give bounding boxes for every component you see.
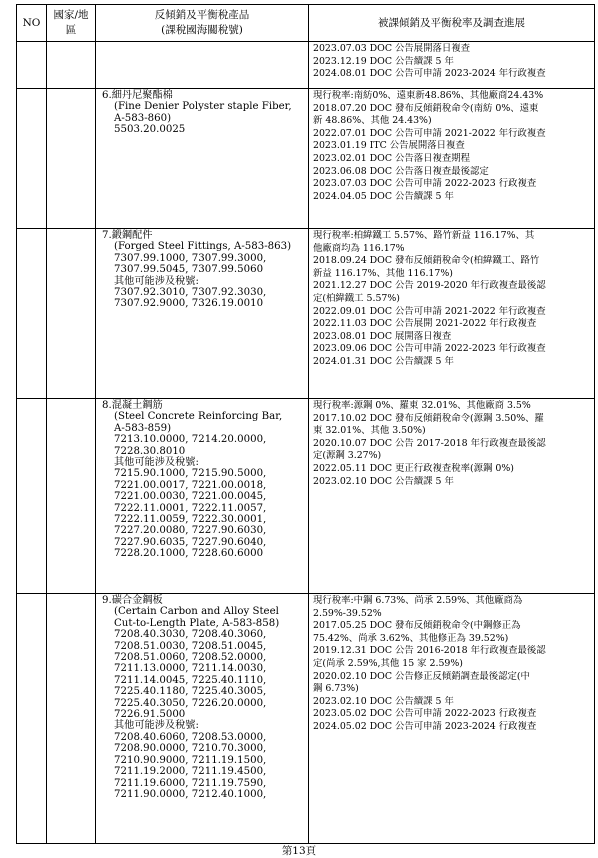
status-line: 2023.01.19 ITC 公告展開落日複查 xyxy=(313,140,465,152)
status-line: 2020.10.07 DOC 公告 2017-2018 年行政複查最後認 xyxy=(313,437,546,449)
status-line: 定(柏緯鐵工 5.57%) xyxy=(313,292,400,304)
product-line: 7211.13.0000, 7211.14.0030, xyxy=(114,663,267,675)
status-line: 2019.12.31 DOC 公告 2016-2018 年行政複查最後認 xyxy=(313,645,546,657)
product-name: 7.鍛鋼配件 xyxy=(102,230,153,241)
cell-status xyxy=(309,229,595,399)
product-line: 7221.00.0017, 7221.00.0018, xyxy=(114,479,267,491)
cell-country xyxy=(47,399,96,594)
status-line: 鋼 6.73%) xyxy=(313,683,359,695)
product-line: 7307.92.3010, 7307.92.3030, xyxy=(114,287,267,299)
cell-country xyxy=(47,42,96,89)
cell-no xyxy=(17,89,47,229)
product-line: 7208.40.3030, 7208.40.3060, xyxy=(114,629,267,641)
product-line: 7210.90.9000, 7211.19.1500, xyxy=(114,754,267,766)
product-line: 7307.92.9000, 7326.19.0010 xyxy=(114,298,264,310)
product-line: 其他可能涉及稅號: xyxy=(114,457,199,469)
status-line: 2018.09.24 DOC 發布反傾銷稅命令(柏緯鐵工、路竹 xyxy=(313,255,540,267)
product-line: 7215.90.1000, 7215.90.5000, xyxy=(114,468,267,480)
status-line: 75.42%、尚承 3.62%、其他修正為 39.52%) xyxy=(313,632,509,644)
product-line: (Forged Steel Fittings, A-583-863) xyxy=(114,241,292,253)
cell-status xyxy=(309,399,595,594)
product-line: 7211.19.6000, 7211.19.7590, xyxy=(114,777,267,789)
product-line: 7211.90.0000, 7212.40.1000, xyxy=(114,788,267,800)
status-line: 現行稅率:南紡0%、遠東新48.86%、其他廠商24.43% xyxy=(313,90,544,101)
product-line: 7208.51.0060, 7208.52.0000, xyxy=(114,652,267,664)
product-line: 7226.91.5000 xyxy=(114,709,186,721)
status-line: 2023.09.06 DOC 公告可申請 2022-2023 年行政複查 xyxy=(313,343,546,355)
product-line: 7307.99.5045, 7307.99.5060 xyxy=(114,264,264,276)
status-line: 新 48.86%、其他 24.43%) xyxy=(313,115,432,127)
product-line: A-583-860) xyxy=(114,112,172,124)
status-line: 2022.09.01 DOC 公告可申請 2021-2022 年行政複查 xyxy=(313,305,546,317)
status-line: 2022.07.01 DOC 公告可申請 2021-2022 年行政複查 xyxy=(313,127,546,139)
status-line: 2022.11.03 DOC 公告展開 2021-2022 年行政複查 xyxy=(313,318,537,330)
status-line: 2024.01.31 DOC 公告續課 5 年 xyxy=(313,355,454,367)
table-row xyxy=(17,42,595,89)
product-line: 7213.10.0000, 7214.20.0000, xyxy=(114,434,267,446)
product-line: 7227.20.0080, 7227.90.6030, xyxy=(114,525,267,537)
cell-country xyxy=(47,89,96,229)
status-line: 現行稅率:柏緯鐵工 5.57%、路竹新益 116.17%、其 xyxy=(313,230,535,241)
status-line: 2024.04.05 DOC 公告續課 5 年 xyxy=(313,190,454,202)
table-row xyxy=(17,399,595,594)
header-no: NO xyxy=(17,5,47,42)
status-line: 2021.12.27 DOC 公告 2019-2020 年行政複查最後認 xyxy=(313,280,546,292)
table-row xyxy=(17,229,595,399)
status-line: 2.59%-39.52% xyxy=(313,607,382,619)
product-line: 7222.11.0001, 7222.11.0057, xyxy=(114,502,267,514)
status-line: 2023.06.08 DOC 公告落日複查最後認定 xyxy=(313,165,489,177)
cell-no xyxy=(17,594,47,844)
product-line: 7208.40.6060, 7208.53.0000, xyxy=(114,731,267,743)
cell-product xyxy=(96,42,309,89)
cell-product xyxy=(96,594,309,844)
status-line: 2022.05.11 DOC 更正行政複查稅率(源鋼 0%) xyxy=(313,462,514,474)
status-line: 2023.05.02 DOC 公告可申請 2022-2023 行政複查 xyxy=(313,708,537,720)
cell-status xyxy=(309,89,595,229)
cell-country xyxy=(47,229,96,399)
product-line: (Steel Concrete Reinforcing Bar, xyxy=(114,411,283,423)
status-line: 現行稅率:中鋼 6.73%、尚承 2.59%、其他廠商為 xyxy=(313,595,523,606)
product-line: 7225.40.3050, 7226.20.0000, xyxy=(114,697,267,709)
product-line: 7208.51.0030, 7208.51.0045, xyxy=(114,640,267,652)
status-line: 2023.02.01 DOC 公告落日複查期程 xyxy=(313,152,471,164)
status-line: 2023.07.03 DOC 公告可申請 2022-2023 行政複查 xyxy=(313,178,537,190)
status-line: 2024.05.02 DOC 公告可申請 2023-2024 行政複查 xyxy=(313,720,537,732)
cell-status xyxy=(309,42,595,89)
cell-product xyxy=(96,399,309,594)
product-line: (Certain Carbon and Alloy Steel xyxy=(114,606,279,618)
header-status: 被課傾銷及平衡稅率及調查進展 xyxy=(309,5,595,42)
product-name: 6.細丹尼聚酯棉 xyxy=(102,90,173,101)
cell-product xyxy=(96,89,309,229)
product-line: (Fine Denier Polyster staple Fiber, xyxy=(114,101,292,113)
product-name: 9.碳合金鋼板 xyxy=(102,595,163,606)
status-line: 2017.10.02 DOC 發布反傾銷稅命令(源鋼 3.50%、羅 xyxy=(313,412,544,424)
product-line: 7221.00.0030, 7221.00.0045, xyxy=(114,491,267,503)
product-line: 7228.20.1000, 7228.60.6000 xyxy=(114,548,264,560)
product-name: 8.混凝土鋼筋 xyxy=(102,400,163,411)
status-line: 現行稅率:源鋼 0%、羅東 32.01%、其他廠商 3.5% xyxy=(313,400,531,411)
duty-table xyxy=(16,4,595,844)
status-line: 2023.02.10 DOC 公告續課 5 年 xyxy=(313,695,454,707)
cell-status xyxy=(309,594,595,844)
status-line: 2018.07.20 DOC 發布反傾銷稅命令(南紡 0%、遠東 xyxy=(313,102,539,114)
product-line: 5503.20.0025 xyxy=(114,124,186,136)
product-line: 7211.14.0045, 7225.40.1110, xyxy=(114,674,267,686)
cell-no xyxy=(17,229,47,399)
status-line: 定(源鋼 3.27%) xyxy=(313,450,382,462)
table-row xyxy=(17,89,595,229)
product-line: 其他可能涉及稅號: xyxy=(114,275,199,287)
product-line: 7225.40.1180, 7225.40.3005, xyxy=(114,686,267,698)
page-number: 第13頁 xyxy=(281,845,317,857)
cell-no xyxy=(17,399,47,594)
table-row xyxy=(17,594,595,844)
header-product: 反傾銷及平衡稅產品 (課稅國海關稅號) xyxy=(96,5,309,42)
product-line: 7211.19.2000, 7211.19.4500, xyxy=(114,766,267,778)
status-line: 東 32.01%、其他 3.50%) xyxy=(313,425,426,437)
status-line: 他廠商均為 116.17% xyxy=(313,242,405,254)
status-line: 定(尚承 2.59%,其他 15 家 2.59%) xyxy=(313,657,463,669)
status-line: 新益 116.17%、其他 116.17%) xyxy=(313,267,453,279)
product-line: 7222.11.0059, 7222.30.0001, xyxy=(114,514,267,526)
cell-product xyxy=(96,229,309,399)
status-line: 2023.07.03 DOC 公告展開落日複查 xyxy=(313,43,471,54)
product-line: 7307.99.1000, 7307.99.3000, xyxy=(114,252,267,264)
product-line: 7228.30.8010 xyxy=(114,445,186,457)
cell-no xyxy=(17,42,47,89)
header-country: 國家/地 區 xyxy=(47,5,96,42)
status-line: 2023.12.19 DOC 公告續課 5 年 xyxy=(313,55,454,67)
status-line: 2017.05.25 DOC 發布反傾銷稅命令(中鋼修正為 xyxy=(313,620,521,632)
product-line: 其他可能涉及稅號: xyxy=(114,720,199,732)
table-header-row xyxy=(17,5,595,42)
status-line: 2024.08.01 DOC 公告可申請 2023-2024 年行政複查 xyxy=(313,68,546,80)
status-line: 2023.08.01 DOC 展開落日複查 xyxy=(313,330,452,342)
product-line: 7227.90.6035, 7227.90.6040, xyxy=(114,536,267,548)
product-line: A-583-859) xyxy=(114,422,172,434)
product-line: Cut-to-Length Plate, A-583-858) xyxy=(114,617,280,629)
cell-country xyxy=(47,594,96,844)
product-line: 7208.90.0000, 7210.70.3000, xyxy=(114,743,267,755)
status-line: 2020.02.10 DOC 公告修正反傾銷調查最後認定(中 xyxy=(313,670,530,682)
status-line: 2023.02.10 DOC 公告續課 5 年 xyxy=(313,475,454,487)
